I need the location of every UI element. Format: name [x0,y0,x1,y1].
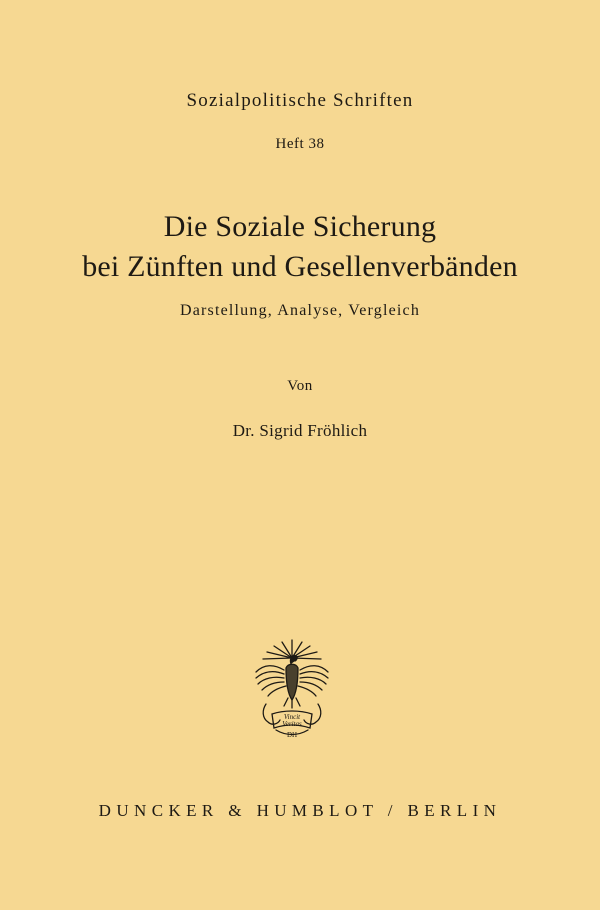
series-title: Sozialpolitische Schriften [186,90,414,111]
book-title-line-2: bei Zünften und Gesellenverbänden [82,250,518,283]
logo-motto-line-2: Veritas [282,720,302,728]
author-name: Dr. Sigrid Fröhlich [232,421,368,440]
logo-initials: DH [286,731,298,739]
book-title-line-1: Die Soziale Sicherung [163,210,437,243]
volume-number: Heft 38 [275,136,325,152]
publisher-imprint: DUNCKER & HUMBLOT / BERLIN [98,801,502,820]
logo-motto-line-1: Vincit [283,713,301,721]
eagle-vincit-veritas-emblem-icon [250,636,334,740]
by-label: Von [287,378,313,394]
book-subtitle: Darstellung, Analyse, Vergleich [179,302,421,319]
